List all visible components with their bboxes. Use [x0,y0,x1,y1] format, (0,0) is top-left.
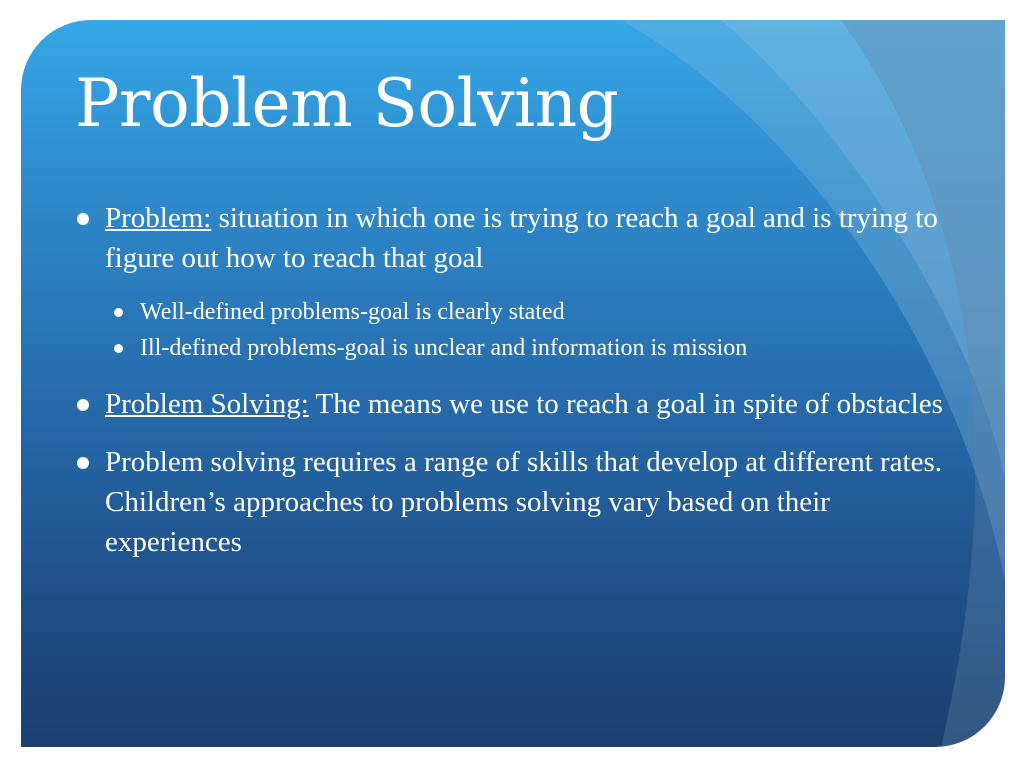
bullet-text: Problem solving requires a range of skills that develop at different rates. Children’s approaches to problems solving vary based on their experiences [105,446,943,558]
sub-bullet-well-defined [75,296,945,328]
bullet-dot-icon [77,399,89,411]
bullet-problem [75,198,945,278]
slide [21,20,1005,747]
bullet-text: situation in which one is trying to reach a goal and is trying to figure out how to reach that goal [105,202,938,274]
sub-bullet-dot-icon [114,308,123,317]
sub-bullet-list [75,296,945,364]
sub-bullet-text: Well-defined problems-goal is clearly stated [140,299,565,325]
sub-bullet-text: Ill-defined problems-goal is unclear and information is mission [140,335,748,361]
bullet-text: The means we use to reach a goal in spite of obstacles [308,388,943,420]
slide-title: Problem Solving [75,65,619,142]
bullet-dot-icon [77,457,89,469]
bullet-problem-solving [75,384,945,424]
slide-content [75,198,945,580]
bullet-term: Problem Solving: [105,388,309,420]
sub-bullet-ill-defined [75,332,945,364]
bullet-skills [75,442,945,562]
sub-bullet-dot-icon [114,344,123,353]
bullet-term: Problem: [105,202,212,234]
bullet-dot-icon [77,213,89,225]
